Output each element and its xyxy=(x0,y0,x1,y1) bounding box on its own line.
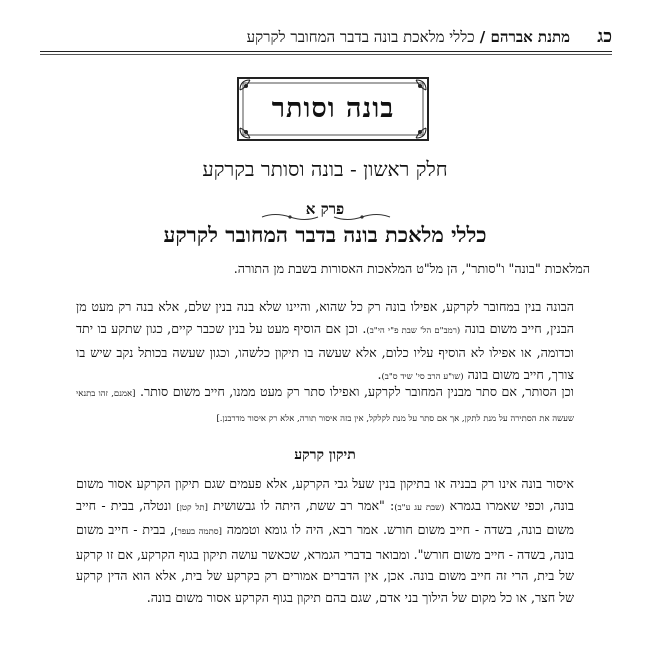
part-title: חלק ראשון - בונה וסותר בקרקע xyxy=(202,157,448,181)
book-title: מתנת אברהם / xyxy=(479,28,570,46)
running-title xyxy=(247,28,570,47)
paragraph-text: , בבית - חייב משום בונה, בשדה - חייב משום חורש". ומבואר בדברי הגמרא, שכאשר עושה תיקון בגוף הקרקע, אם זו קרקע של בית, הרי זה חייב משום בונה. אכן, אין הדברים אמורים רק בקרקע של בית, אלא הוא הדין קרקע של חצר, או כל מקום של הילוך בני אדם, שגם בהם תיקון בגוף הקרקע אסור משום בונה. xyxy=(76,522,574,605)
paragraph-text: איסור בונה אינו רק בבניה או בתיקון בנין שעל גבי הקרקע, אלא פעמים שגם תיקון הקרקע אסור משום בונה, וכפי שאמרו בגמרא xyxy=(76,476,574,513)
paragraph-text: הבונה בנין במחובר לקרקע, אפילו בונה רק כל שהוא, והיינו שלא בנה בנין שלם, אלא בנה רק מעט מן הבנין, חייב משום בונה xyxy=(76,299,575,336)
header-rule-thin xyxy=(40,54,612,55)
chapter-label: פרק א xyxy=(305,200,345,218)
chapter-title: כללי מלאכת בונה בדבר המחובר לקרקע xyxy=(163,222,487,247)
paragraph-text: . xyxy=(377,366,382,382)
paragraph-text: וכן הסותר, אם סתר מבנין המחובר לקרקע, ואפילו סתר רק מעט ממנו, חייב משום סותר. xyxy=(139,384,575,399)
paragraph-builder xyxy=(76,296,574,388)
paragraph-ground-repair xyxy=(76,473,574,608)
section-heading: תיקון קרקע xyxy=(294,447,356,463)
bracketed-note: [אמנם, זהו בתנאי שעשה את הסתירה על מנת לתקן, אך אם סתר על מנת לקלקל, אין בזה איסור תורה, אלא רק איסור מדרבנן.] xyxy=(76,389,574,424)
intro-paragraph: המלאכות "בונה" ו"סותר", הן מל"ט המלאכות האסורות בשבת מן התורה. xyxy=(233,261,590,276)
section-title-header: כללי מלאכת בונה בדבר המחובר לקרקע xyxy=(246,28,475,46)
paragraph-text: . וכן אם הוסיף מעט על בנין שכבר קיים, כגון שתקע בו יתד וכדומה, או אפילו לא הוסיף עליו כלום, אלא שעשה בו תיקון כלשהו, וכגון שעשה בכותל נקב שיש בו צורך, חייב משום בונה xyxy=(76,320,574,382)
source-citation: (שבת עג ע"ב) xyxy=(394,502,445,513)
main-title: בונה וסותר xyxy=(271,93,395,124)
page-number: כג xyxy=(597,26,612,47)
source-citation: (רמב"ם הל' שבת פ"י הי"ב) xyxy=(366,325,461,336)
paragraph-text: ונטלה, בבית - חייב משום בונה, בשדה - חייב משום חורש. אמר רבא, היה לו גומא וטממה xyxy=(76,497,574,537)
gloss-note: [תל קטן] xyxy=(176,502,208,513)
header-rule xyxy=(40,51,612,52)
gloss-note: [סתמה בעפר] xyxy=(174,527,222,537)
title-frame xyxy=(236,76,430,142)
paragraph-demolisher xyxy=(76,381,574,430)
source-citation: (שו"ע הרב סי' שיד ס"ב) xyxy=(381,371,464,382)
running-header xyxy=(40,24,612,50)
paragraph-text: : "אמר רב ששת, היתה לו גבשושית xyxy=(213,497,395,513)
